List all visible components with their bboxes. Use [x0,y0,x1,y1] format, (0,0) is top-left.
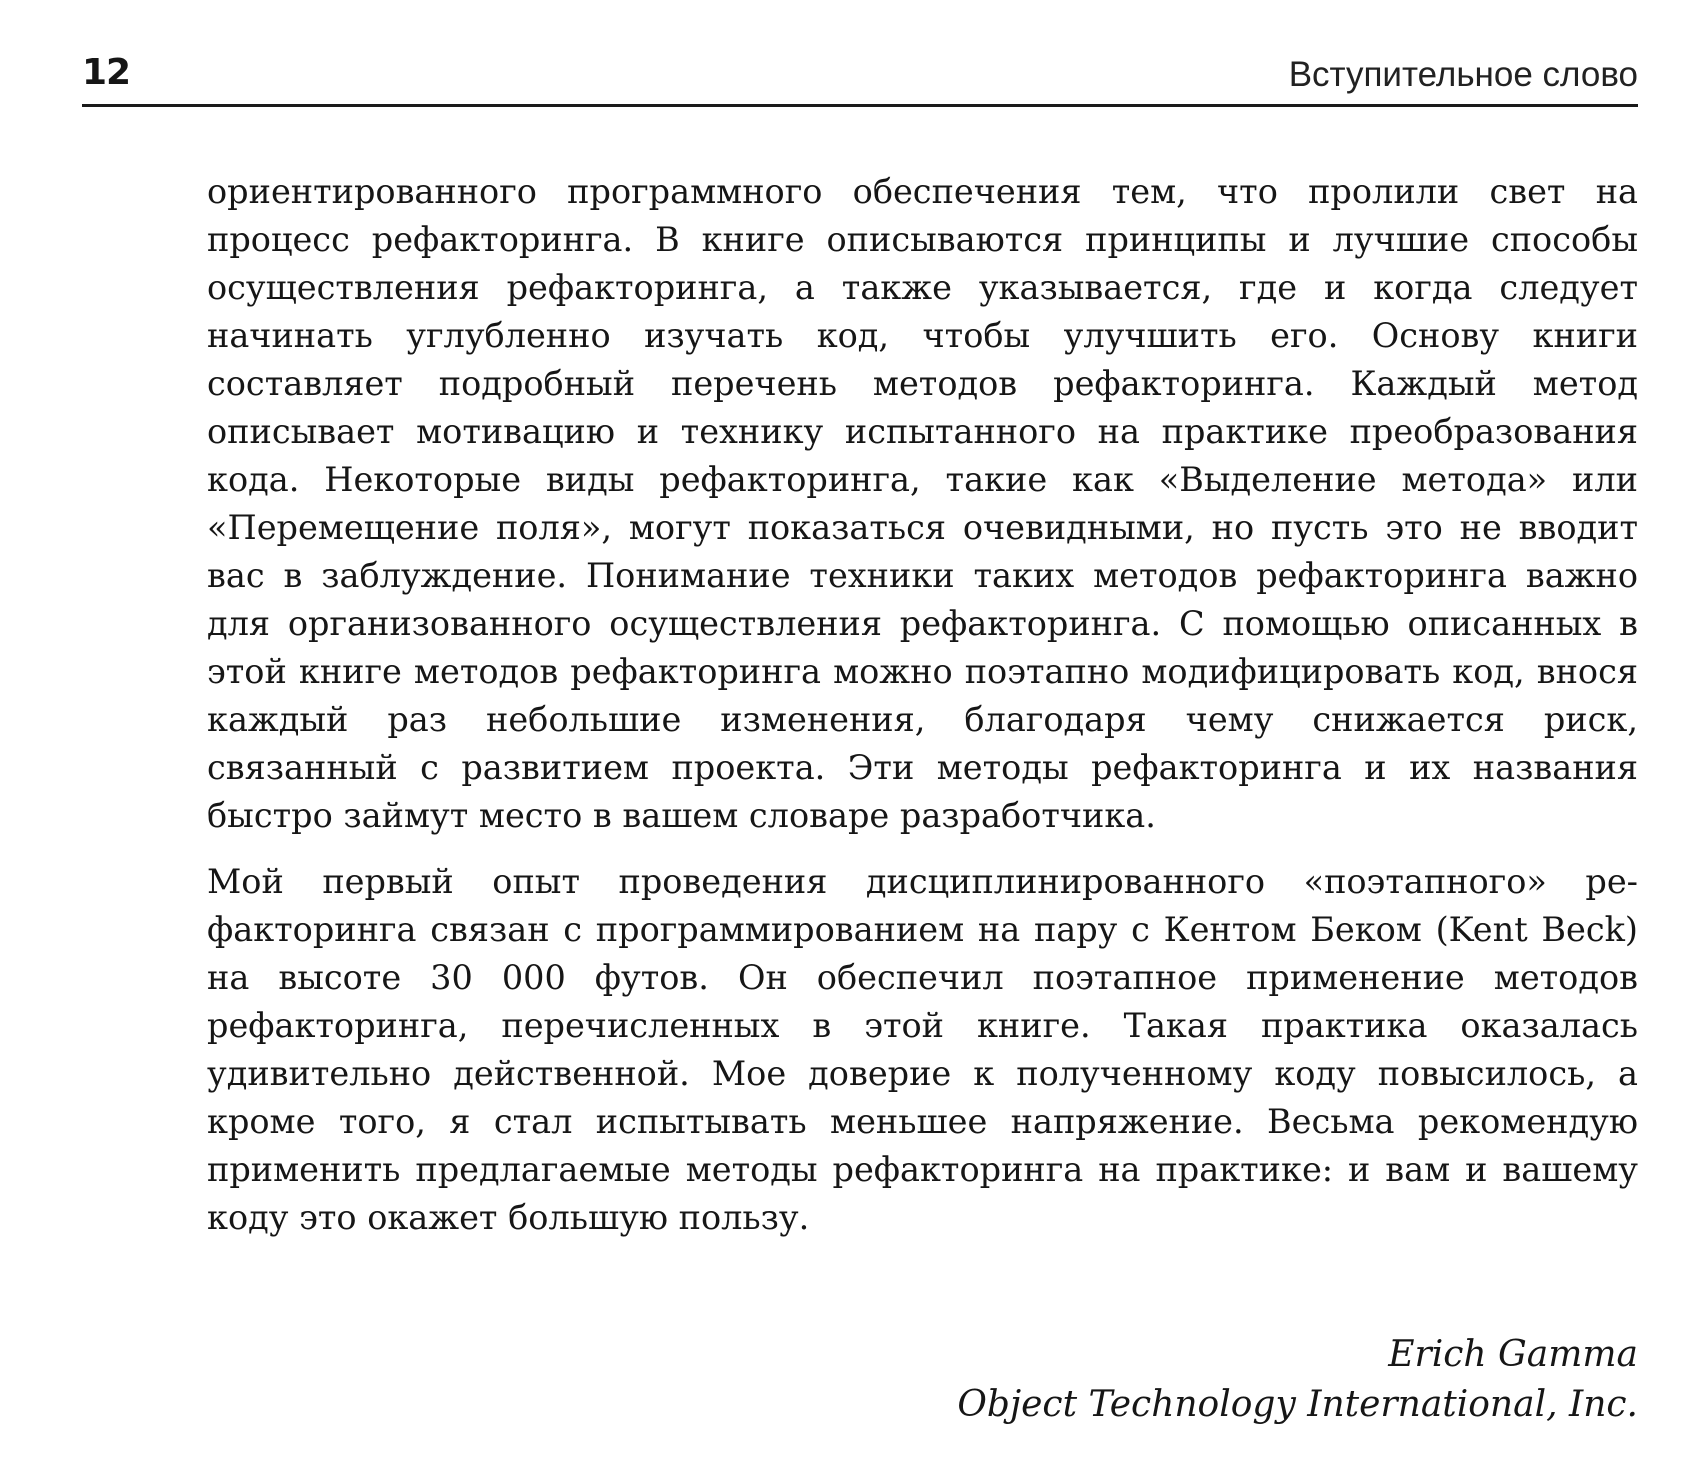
page-number: 12 [82,52,131,93]
header-divider [82,104,1638,107]
paragraph-1: ориентированного программного обеспечения тем, что пролили свет на процесс рефакторинга. В книге описываются принципы и лучшие способы осуществления рефакторинга, а также указывается, где и когда следует начинать углубленно изучать код, чтобы улучшить его. Основу книги составляет подробный перечень методов рефакторинга. Каждый метод описывает мотивацию и технику испытанного на практике преобразования кода. Некоторые виды рефакторинга, такие как «Выделение метода» или «Перемещение поля», могут показаться очевидными, но пусть это не вводит вас в заблуждение. Понимание техники таких методов рефакторинга важно для организованного осуществления рефакторинга. С помощью описанных в этой книге методов рефакторинга можно поэтапно модифицировать код, внося каждый раз небольшие изменения, благодаря чему снижается риск, связанный с развитием проекта. Эти методы рефакторинга и их названия быстро займут место в вашем словаре разработчика. [207,172,1638,835]
signature-block [957,1330,1638,1430]
body-text [207,168,1638,1242]
page-header [82,44,1638,104]
paragraph-2: Мой первый опыт проведения дисциплинированного «поэтапного» рефакторинга связан с программированием на пару с Кентом Беком (Kent Beck) на высоте 30 000 футов. Он обеспечил поэтапное применение методов рефакторинга, перечисленных в этой книге. Такая практика оказалась удивительно действенной. Мое доверие к полученному коду повысилось, а кроме того, я стал испытывать меньшее напряжение. Весьма рекомендую применить предлагаемые методы рефакторинга на практике: и вам и вашему коду это окажет большую пользу. [207,862,1638,1237]
running-title: Вступительное слово [1288,55,1638,94]
signature-author: Erich Gamma [1388,1334,1638,1375]
signature-organization: Object Technology International, Inc. [957,1384,1638,1425]
